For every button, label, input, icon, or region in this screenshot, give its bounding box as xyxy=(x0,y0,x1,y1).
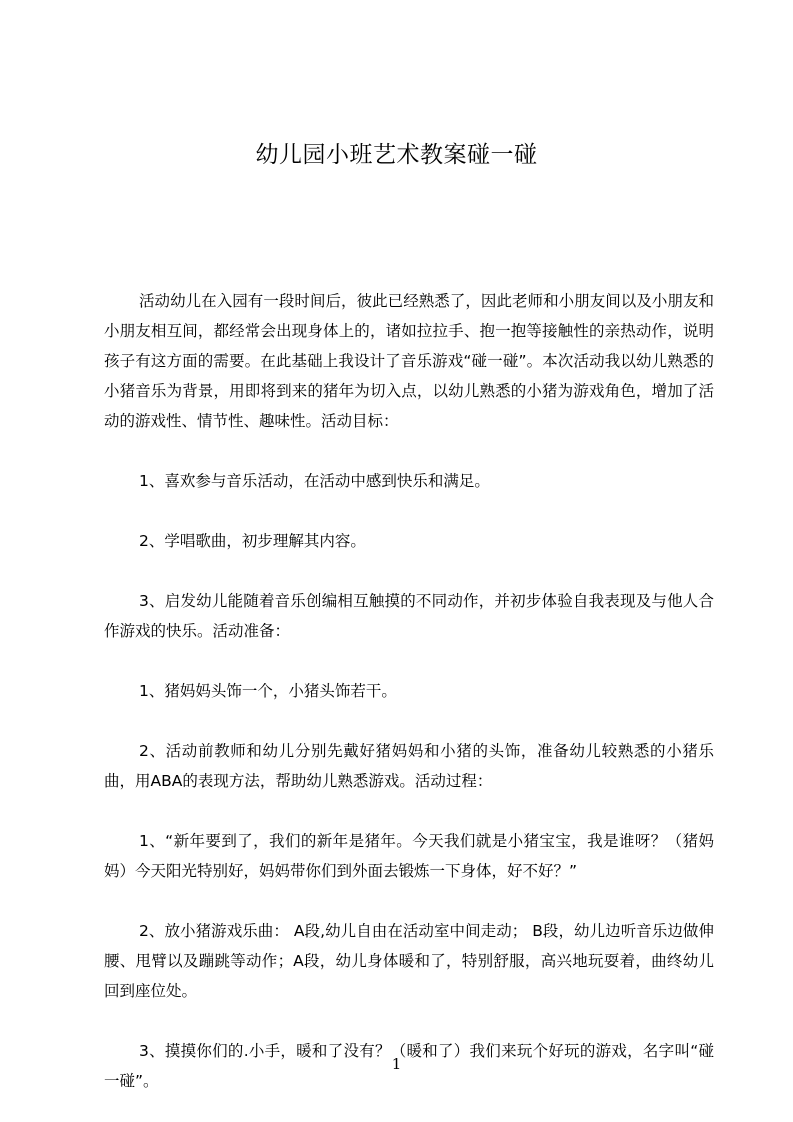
preparation-item-2: 2、活动前教师和幼儿分别先戴好猪妈妈和小猪的头饰，准备幼儿较熟悉的小猪乐曲，用ABA的表现方法，帮助幼儿熟悉游戏。活动过程： xyxy=(104,742,714,790)
process-item-1: 1、“新年要到了，我们的新年是猪年。今天我们就是小猪宝宝，我是谁呀？（猪妈妈）今天阳光特别好，妈妈带你们到外面去锻炼一下身体，好不好？” xyxy=(104,832,714,880)
process-item-3: 3、摸摸你们的.小手，暖和了没有？（暖和了）我们来玩个好玩的游戏，名字叫“碰一碰”。 xyxy=(104,1042,714,1090)
goal-item-3: 3、启发幼儿能随着音乐创编相互触摸的不同动作，并初步体验自我表现及与他人合作游戏的快乐。活动准备： xyxy=(104,592,714,640)
preparation-item-1: 1、猪妈妈头饰一个，小猪头饰若干。 xyxy=(139,682,397,700)
process-item-2: 2、放小猪游戏乐曲： A段,幼儿自由在活动室中间走动； B段，幼儿边听音乐边做伸腰、甩臂以及蹦跳等动作；A段，幼儿身体暖和了，特别舒服，高兴地玩耍着，曲终幼儿回到座位处。 xyxy=(104,922,714,1000)
goal-item-2: 2、学唱歌曲，初步理解其内容。 xyxy=(139,532,366,550)
goal-item-1: 1、喜欢参与音乐活动，在活动中感到快乐和满足。 xyxy=(139,472,490,490)
document-title: 幼儿园小班艺术教案碰一碰 xyxy=(255,142,538,168)
intro-paragraph: 活动幼儿在入园有一段时间后，彼此已经熟悉了，因此老师和小朋友间以及小朋友和小朋友相互间，都经常会出现身体上的，诸如拉拉手、抱一抱等接触性的亲热动作，说明孩子有这方面的需要。在此基础上我设计了音乐游戏“碰一碰”。本次活动我以幼儿熟悉的小猪音乐为背景，用即将到来的猪年为切入点，以幼儿熟悉的小猪为游戏角色，增加了活动的游戏性、情节性、趣味性。活动目标： xyxy=(104,292,714,430)
page-number: 1 xyxy=(391,1055,402,1073)
document-body xyxy=(104,286,714,1096)
